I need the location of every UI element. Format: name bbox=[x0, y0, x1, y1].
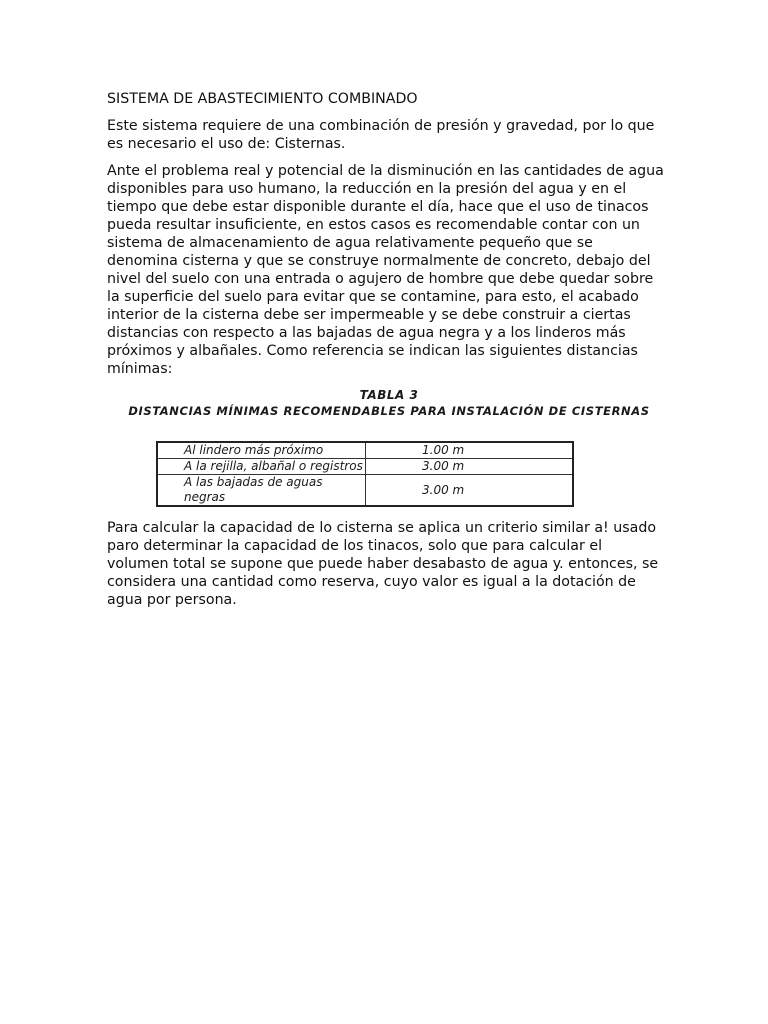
table-title: DISTANCIAS MÍNIMAS RECOMENDABLES PARA INSTALACIÓN DE CISTERNAS bbox=[128, 404, 650, 418]
row-value: 1.00 m bbox=[366, 442, 574, 459]
document-page bbox=[107, 90, 667, 618]
row-value: 3.00 m bbox=[366, 459, 574, 475]
distances-table bbox=[156, 441, 574, 507]
row-label: Al lindero más próximo bbox=[157, 442, 366, 459]
table-row bbox=[157, 459, 573, 475]
row-label: A las bajadas de aguas negras bbox=[157, 475, 366, 507]
row-label: A la rejilla, albañal o registros bbox=[157, 459, 366, 475]
table-caption: TABLA 3 bbox=[359, 388, 419, 402]
table-row bbox=[157, 475, 573, 507]
paragraph-capacity: Para calcular la capacidad de lo cisterna se aplica un criterio similar a! usado paro determinar la capacidad de los tinacos, solo que para calcular el volumen total se supone que puede haber desabasto de agua y. entonces, se considera una cantidad como reserva, cuyo valor es igual a la dotación de agua por persona. bbox=[107, 520, 659, 608]
document-heading: SISTEMA DE ABASTECIMIENTO COMBINADO bbox=[107, 91, 418, 107]
paragraph-cisterns: Ante el problema real y potencial de la disminución en las cantidades de agua disponibles para uso humano, la reducción en la presión del agua y en el tiempo que debe estar disponible durante el día, hace que el uso de tinacos pueda resultar insuficiente, en estos casos es recomendable contar con un sistema de almacenamiento de agua relativamente pequeño que se denomina cisterna y que se construye normalmente de concreto, debajo del nivel del suelo con una entrada o agujero de hombre que debe quedar sobre la superficie del suelo para evitar que se contamine, para esto, el acabado interior de la cisterna debe ser impermeable y se debe construir a ciertas distancias con respecto a las bajadas de agua negra y a los linderos más próximos y albañales. Como referencia se indican las siguientes distancias mínimas: bbox=[107, 163, 664, 377]
table-row bbox=[157, 442, 573, 459]
distances-table-figure bbox=[119, 387, 659, 505]
row-value: 3.00 m bbox=[366, 475, 574, 507]
paragraph-intro: Este sistema requiere de una combinación de presión y gravedad, por lo que es necesario el uso de: Cisternas. bbox=[107, 118, 655, 152]
